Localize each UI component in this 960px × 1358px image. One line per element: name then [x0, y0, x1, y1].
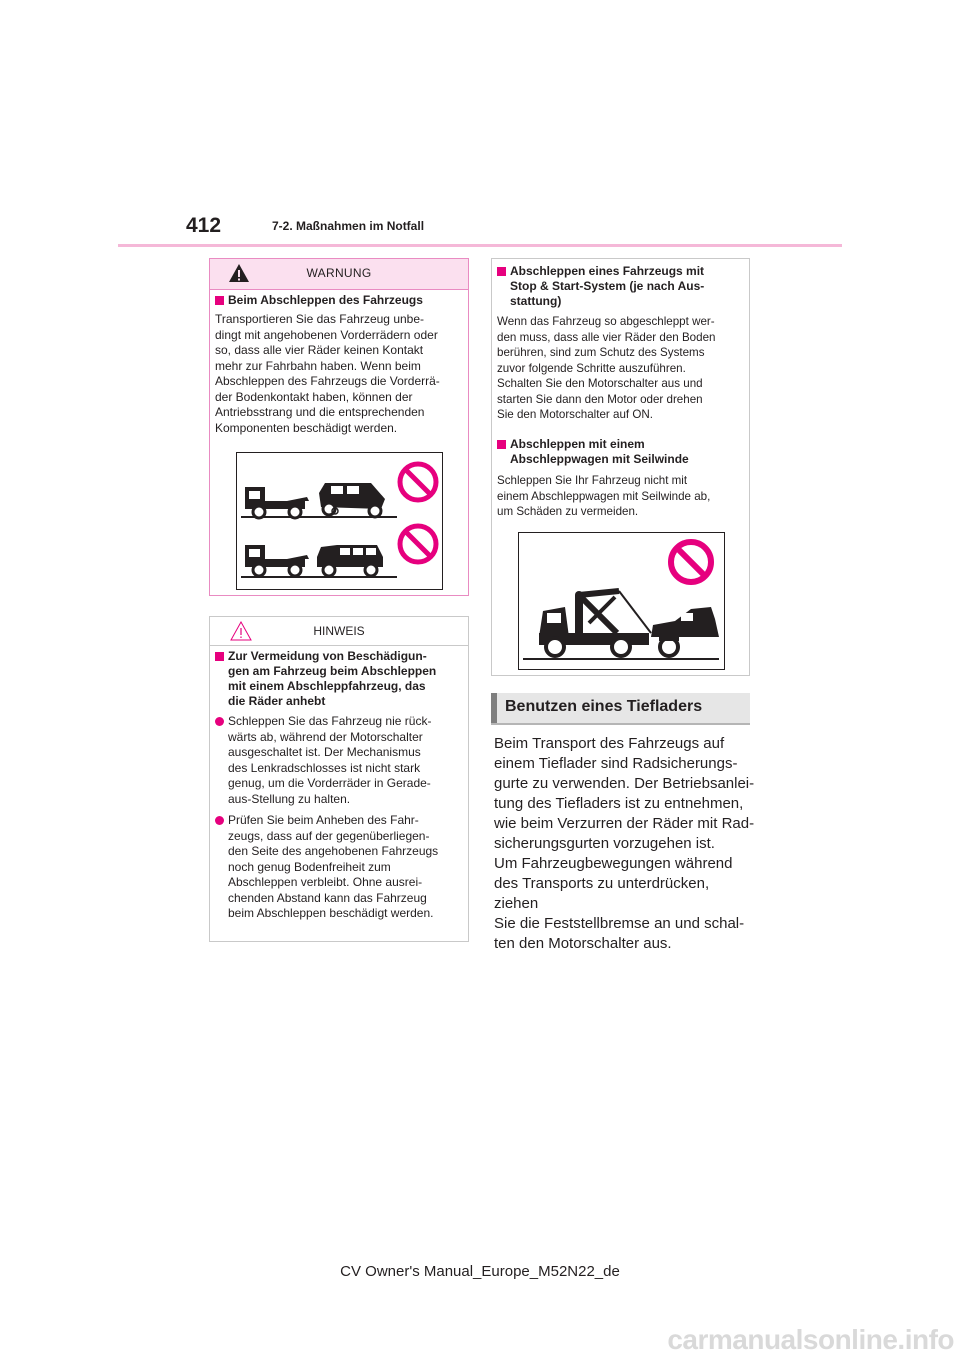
prohibited-icon	[400, 526, 436, 562]
note-bullet-2: Prüfen Sie beim Anheben des Fahr- zeugs, dass auf der gegenüberliegen- den Seite des angehobenen Fahrzeugs noch genug Bodenfreiheit zum Abschleppen verbleibt. Ohne ausrei- chenden Abstand kann das Fahrzeug beim Abschleppen beschädigt werden.	[215, 813, 467, 922]
note-box	[209, 616, 469, 942]
wheel-icon	[289, 506, 301, 518]
winch-heading: Abschleppen mit einem Abschleppwagen mit Seilwinde	[497, 437, 745, 467]
winch-tow-prohibited-illustration	[518, 532, 725, 670]
section-title: 7-2. Maßnahmen im Notfall	[272, 219, 425, 233]
watermark: carmanualsonline.info	[667, 1324, 954, 1355]
square-bullet-icon	[215, 296, 224, 305]
car-being-winched-icon	[651, 607, 719, 637]
note-label: HINWEIS	[313, 624, 365, 638]
stop-start-heading: Abschleppen eines Fahrzeugs mit Stop & Start-System (je nach Aus- stattung)	[497, 264, 745, 309]
square-bullet-icon	[497, 267, 506, 276]
wheel-icon	[289, 564, 301, 576]
winch-text: Schleppen Sie Ihr Fahrzeug nicht mit einem Abschleppwagen mit Seilwinde ab, um Schäden zu vermeiden.	[497, 474, 711, 518]
wheel-icon	[369, 505, 381, 517]
square-bullet-icon	[215, 652, 224, 661]
flatbed-heading-bar	[491, 693, 750, 725]
warning-label: WARNUNG	[306, 266, 372, 280]
manual-name-footer: CV Owner's Manual_Europe_M52N22_de	[340, 1263, 620, 1280]
note-header	[210, 617, 468, 646]
note-bullet-1: Schleppen Sie das Fahrzeug nie rück- wärts ab, während der Motorschalter ausgeschaltet ist. Der Mechanismus des Lenkradschlosses ist nicht stark genug, um die Vorderräder in Gerade- aus-Stellung zu halten.	[215, 714, 467, 807]
header-rule	[118, 244, 842, 247]
note-heading: Zur Vermeidung von Beschädigun- gen am Fahrzeug beim Abschleppen mit einem Abschleppfahrzeug, das die Räder anhebt	[215, 649, 465, 709]
square-bullet-icon	[497, 440, 506, 449]
heading-accent	[491, 693, 497, 723]
prohibited-icon	[671, 542, 711, 582]
round-bullet-icon	[215, 717, 224, 726]
wheel-icon	[253, 564, 265, 576]
prohibited-icon	[400, 464, 436, 500]
warning-header	[210, 259, 468, 290]
warning-box	[209, 258, 469, 596]
stop-start-text: Wenn das Fahrzeug so abgeschleppt wer- den muss, dass alle vier Räder den Boden berühren, sind zum Schutz des Systems zuvor folgende Schritte auszuführen. Schalten Sie den Motorschalter aus und starten Sie dann den Motor oder drehen Sie den Motorschalter auf ON.	[497, 315, 716, 421]
wheel-icon	[365, 564, 377, 576]
warning-heading: Beim Abschleppen des Fahrzeugs	[215, 293, 465, 308]
round-bullet-icon	[215, 816, 224, 825]
wheel-icon	[253, 506, 265, 518]
wheel-icon	[546, 638, 564, 656]
flatbed-heading: Benutzen eines Tiefladers	[505, 698, 703, 715]
stop-start-box	[491, 258, 750, 676]
wheel-icon	[323, 564, 335, 576]
wheel-icon	[612, 638, 630, 656]
flatbed-paragraph-1: Beim Transport des Fahrzeugs auf einem Tieflader sind Radsicherungs- gurte zu verwenden. Der Betriebsanlei- tung des Tiefladers ist zu entnehmen, wie beim Verzurren der Räder mit Rad- sicherungsgurten vorzugehen ist.	[494, 735, 755, 852]
flatbed-paragraph-2: Um Fahrzeugbewegungen während des Transports zu unterdrücken, ziehen Sie die Feststellbremse an und schal- ten den Motorschalter aus.	[494, 855, 745, 952]
towing-prohibited-illustration	[236, 452, 443, 590]
warning-text: Transportieren Sie das Fahrzeug unbe- dingt mit angehobenen Vorderrädern oder so, dass alle vier Räder keinen Kontakt mehr zur Fahrbahn haben. Wenn beim Abschleppen des Fahrzeugs die Vorderrä- der Bodenkontakt haben, können der Antriebsstrang und die entsprechenden Komponenten beschädigt werden.	[215, 312, 440, 435]
page-number: 412	[186, 214, 222, 237]
